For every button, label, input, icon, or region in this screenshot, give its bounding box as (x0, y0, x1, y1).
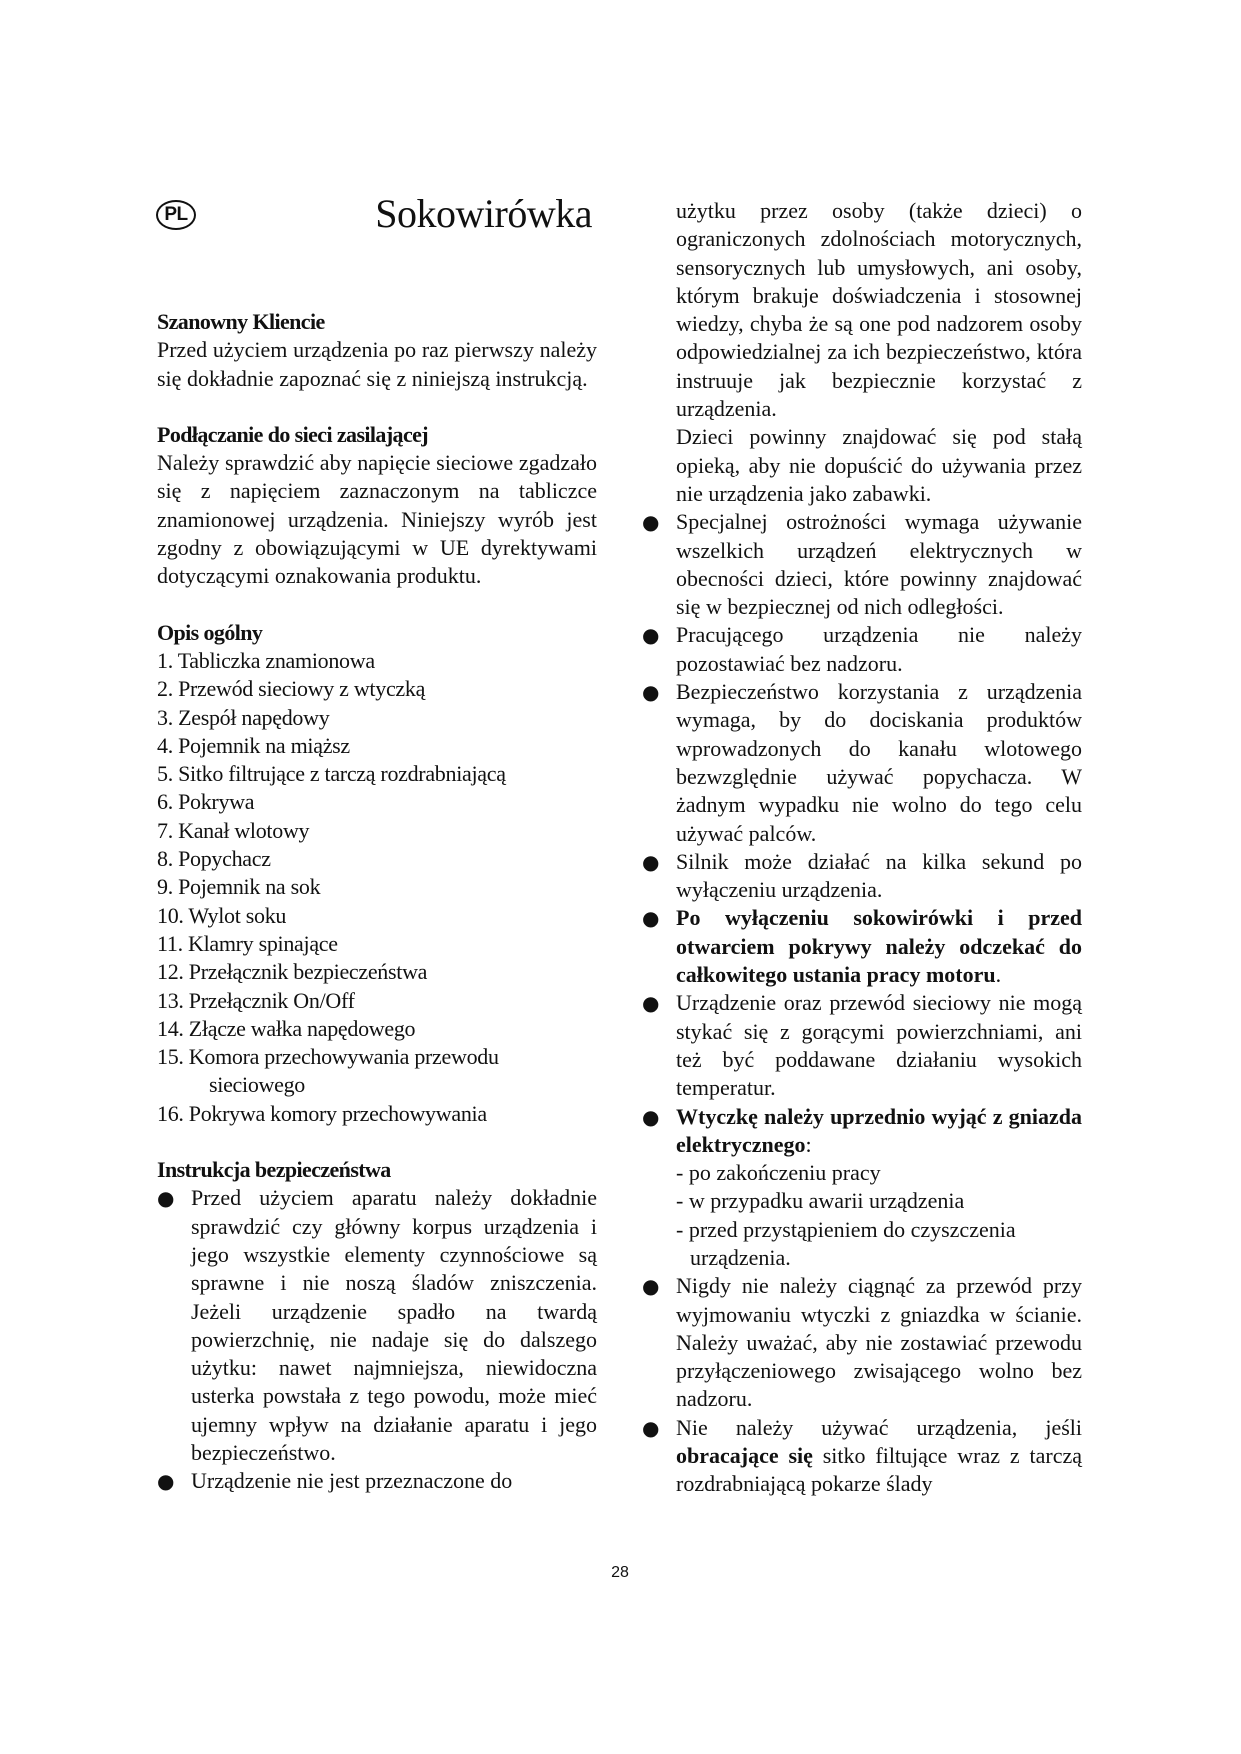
part-item: 2. Przewód sieciowy z wtyczką (157, 676, 426, 702)
part-item: 6. Pokrywa (157, 789, 255, 815)
safety-item-text: Pracującego urządzenia nie należy pozostawiać bez nadzoru. (676, 622, 1082, 676)
part-item: 13. Przełącznik On/Off (157, 987, 355, 1013)
safety-item-text: Silnik może działać na kilka sekund po wyłączeniu urządzenia. (676, 848, 1082, 903)
bold-warning-text: Po wyłączeniu sokowirówki i przed otwarciem pokrywy należy odczekać do całkowitego ustania pracy motoru (676, 905, 1082, 988)
part-item: 9. Pojemnik na sok (157, 874, 321, 900)
bullet-icon: ● (642, 849, 660, 874)
unplug-cases-list (642, 1159, 1082, 1272)
part-item: 1. Tabliczka znamionowa (157, 647, 375, 673)
safety-item-text: Bezpieczeństwo korzystania z urządzenia wymaga, by do dociskania produktów wprowadzonych do kanału wlotowego bezwzględnie używać popychacza. W żadnym wypadku nie wolno do tego celu używać palców. (676, 679, 1082, 846)
power-text: Należy sprawdzić aby napięcie sieciowe zgadzało się z napięciem zaznaczonym na tabliczce znamionowej urządzenia. Niniejszy wyrób jest zgodny z obowiązującymi w UE dyrektywami dotyczącymi oznakowania produktu. (157, 450, 597, 589)
safety-item-text: Przed użyciem aparatu należy dokładnie sprawdzić czy główny korpus urządzenia i jego wszystkie elementy czynnościowe są sprawne i nie noszą śladów zniszczenia. Jeżeli urządzenie spadło na twardą powierzchnię, nie nadaje się do dalszego użytku: nawet najmniejsza, niewidoczna usterka powstała z tego powodu, może mieć ujemny wpływ na działanie aparatu i jego bezpieczeństwo. (191, 1185, 597, 1465)
safety-item-children (642, 423, 1082, 508)
bold-warning-end: . (995, 962, 1002, 988)
unplug-colon: : (805, 1131, 812, 1157)
safety-list-right-2 (642, 1272, 1082, 1498)
safety-item-text: Specjalnej ostrożności wymaga używanie wszelkich urządzeń elektrycznych w obecności dzieci, które powinny znajdować się w bezpiecznej od nich odległości. (676, 509, 1082, 620)
greeting-text: Przed użyciem urządzenia po raz pierwszy należy się dokładnie zapoznać się z niniejszą instrukcją. (157, 337, 597, 391)
bullet-icon: ● (642, 680, 660, 705)
bullet-icon: ● (642, 1104, 660, 1129)
safety-list-right (642, 197, 1082, 1159)
safety-item-text: Nigdy nie należy ciągnąć za przewód przy wyjmowaniu wtyczki z gniazdka w ścianie. Należy uważać, aby nie zostawiać przewodu przyłączeniowego zwisającego wolno bez nadzoru. (676, 1273, 1082, 1412)
unplug-case: - po zakończeniu pracy (676, 1160, 881, 1186)
safety-item-unplug (642, 1103, 1082, 1160)
power-heading: Podłączanie do sieci zasilającej (157, 421, 429, 447)
safety-item (642, 508, 1082, 621)
part-item: 14. Złącze wałka napędowego (157, 1015, 416, 1041)
safety-item-bold-warning (642, 904, 1082, 989)
last-bold-text: obracające się (676, 1443, 813, 1469)
general-heading: Opis ogólny (157, 619, 263, 645)
part-item: 5. Sitko filtrujące z tarczą rozdrabniającą (157, 761, 506, 787)
page-number: 28 (611, 1564, 629, 1581)
right-column (642, 197, 1082, 1499)
safety-item (642, 621, 1082, 678)
safety-item (157, 1467, 597, 1495)
safety-item (642, 678, 1082, 848)
page-title: Sokowirówka (375, 191, 592, 236)
safety-item (157, 1184, 597, 1467)
greeting-heading: Szanowny Kliencie (157, 309, 325, 334)
bullet-icon: ● (157, 1469, 175, 1494)
safety-item (642, 1272, 1082, 1413)
safety-item-text: Dzieci powinny znajdować się pod stałą opieką, aby nie dopuścić do używania przez nie urządzenia jako zabawki. (676, 424, 1082, 506)
part-item: 4. Pojemnik na miąższ (157, 732, 350, 758)
safety-item-continued (642, 197, 1082, 423)
bullet-icon: ● (642, 1274, 660, 1299)
unplug-case: - przed przystąpieniem do czyszczenia urządzenia. (676, 1216, 1016, 1270)
safety-list-left (157, 1184, 597, 1495)
bullet-icon: ● (642, 991, 660, 1016)
unplug-bold-text: Wtyczkę należy uprzednio wyjąć z gniazda elektrycznego (676, 1103, 1082, 1157)
safety-heading: Instrukcja bezpieczeństwa (157, 1157, 391, 1183)
safety-item (642, 848, 1082, 905)
language-badge: PL (156, 200, 196, 230)
part-item: 15. Komora przechowywania przewodu sieciowego (157, 1044, 499, 1098)
part-item: 16. Pokrywa komory przechowywania (157, 1100, 487, 1126)
last-pre-text: Nie należy używać urządzenia, jeśli (676, 1414, 1082, 1440)
safety-item-text: użytku przez osoby (także dzieci) o ograniczonych zdolnościach motorycznych, sensorycznych lub umysłowych, ani osoby, którym brakuje doświadczenia i stosownej wiedzy, chyba że są one pod nadzorem osoby odpowiedzialnej za ich bezpieczeństwo, która instruuje jak bezpiecznie korzystać z urządzenia. (676, 198, 1082, 422)
part-item: 3. Zespół napędowy (157, 704, 330, 730)
safety-item-text: Urządzenie oraz przewód sieciowy nie mogą stykać się z gorącymi powierzchniami, ani też być poddawane działaniu wysokich temperatur. (676, 990, 1082, 1101)
safety-item (642, 989, 1082, 1102)
bullet-icon: ● (642, 1415, 660, 1440)
part-item: 12. Przełącznik bezpieczeństwa (157, 959, 428, 985)
last-post-text: sitko filtujące wraz z tarczą rozdrabniającą pokarze ślady (676, 1443, 1082, 1497)
part-item: 7. Kanał wlotowy (157, 817, 310, 843)
bullet-icon: ● (642, 623, 660, 648)
part-item: 11. Klamry spinające (157, 930, 338, 956)
bullet-icon: ● (157, 1186, 175, 1211)
safety-item (642, 1414, 1082, 1499)
parts-list (157, 647, 597, 1128)
bullet-icon: ● (642, 510, 660, 535)
unplug-case: - w przypadku awarii urządzenia (676, 1188, 965, 1214)
part-item: 8. Popychacz (157, 846, 271, 872)
safety-item-text: Urządzenie nie jest przeznaczone do (191, 1468, 513, 1494)
left-column (157, 308, 597, 1496)
part-item: 10. Wylot soku (157, 902, 287, 928)
bullet-icon: ● (642, 906, 660, 931)
